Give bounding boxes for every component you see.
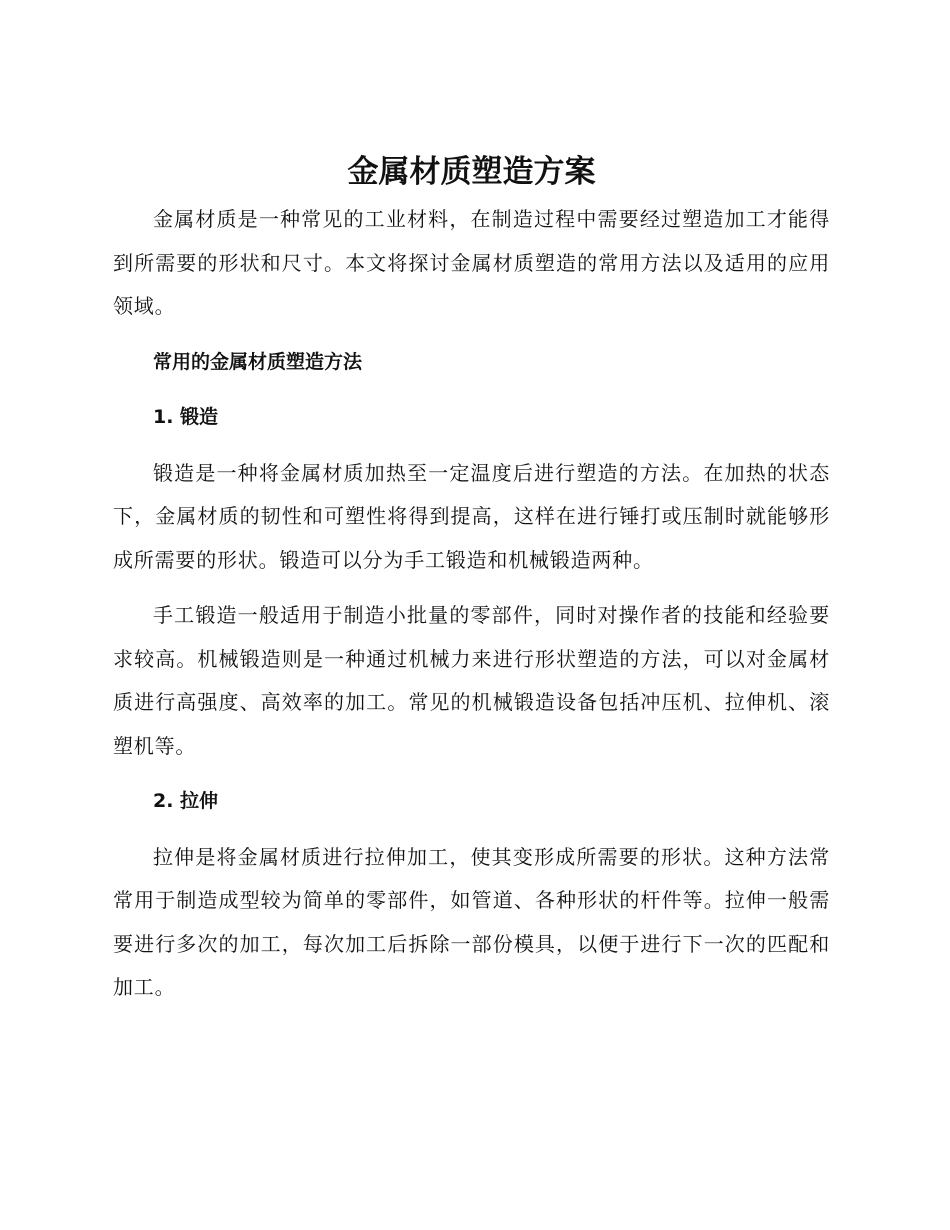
stretching-paragraph-1: 拉伸是将金属材质进行拉伸加工，使其变形成所需要的形状。这种方法常常用于制造成型较为简单的零部件，如管道、各种形状的杆件等。拉伸一般需要进行多次的加工，每次加工后拆除一部份模具，以便于进行下一次的匹配和加工。 [113,844,830,999]
intro-paragraph: 金属材质是一种常见的工业材料，在制造过程中需要经过塑造加工才能得到所需要的形状和尺寸。本文将探讨金属材质塑造的常用方法以及适用的应用领域。 [113,207,830,318]
subheading-forging: 1. 锻造 [153,406,219,428]
forging-paragraph-2: 手工锻造一般适用于制造小批量的零部件，同时对操作者的技能和经验要求较高。机械锻造则是一种通过机械力来进行形状塑造的方法，可以对金属材质进行高强度、高效率的加工。常见的机械锻造设备包括冲压机、拉伸机、滚塑机等。 [113,603,830,758]
forging-paragraph-1: 锻造是一种将金属材质加热至一定温度后进行塑造的方法。在加热的状态下，金属材质的韧性和可塑性将得到提高，这样在进行锤打或压制时就能够形成所需要的形状。锻造可以分为手工锻造和机械锻造两种。 [113,460,830,572]
document-title: 金属材质塑造方案 [347,154,596,190]
section-heading-methods: 常用的金属材质塑造方法 [153,350,363,373]
document-page [113,150,830,1010]
subheading-stretching: 2. 拉伸 [153,790,219,812]
